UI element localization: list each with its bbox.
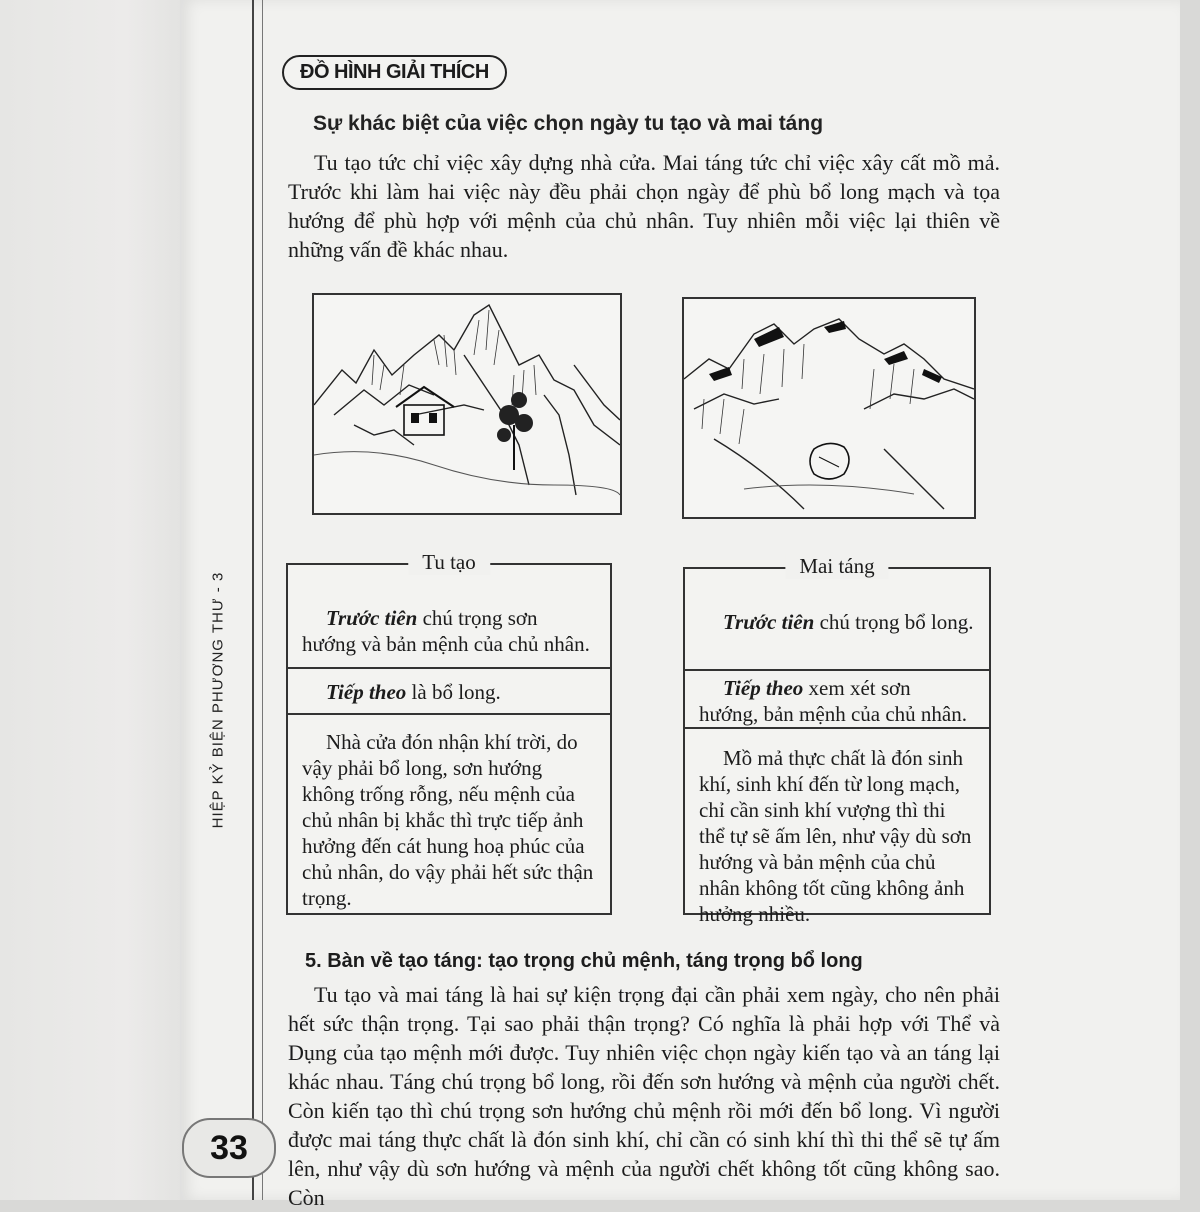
figure-heading: Sự khác biệt của việc chọn ngày tu tạo và mai táng [313, 112, 824, 135]
margin-rule [252, 0, 254, 1200]
tu-tao-explanation: Nhà cửa đón nhận khí trời, do vậy phải bổ long, sơn hướng không trống rỗng, nếu mệnh của chủ nhân bị khắc thì trực tiếp ảnh hưởng đến cát hung hoạ phúc của chủ nhân, do vậy phải hết sức thận trọng. [302, 730, 594, 910]
mai-tang-step-1-label: Trước tiên [723, 610, 815, 634]
mai-tang-explanation: Mồ mả thực chất là đón sinh khí, sinh khí đến từ long mạch, chỉ cần sinh khí vượng thì thi thể tự sẽ ấm lên, như vậy dù sơn hướng và bản mệnh của chủ nhân không tốt cũng không ảnh hưởng nhiều. [699, 746, 972, 926]
house-landscape-illustration [312, 293, 622, 515]
running-title: HIỆP KỶ BIỆN PHƯƠNG THƯ - 3 [209, 571, 227, 829]
mai-tang-step-2 [685, 671, 989, 729]
mai-tang-title: Mai táng [785, 554, 888, 579]
house-mountain-drawing [314, 295, 620, 513]
tu-tao-step-2 [288, 669, 610, 715]
section-badge: ĐỒ HÌNH GIẢI THÍCH [282, 55, 507, 90]
tu-tao-step-1-text: chú trọng sơn hướng và bản mệnh của chủ nhân. [302, 606, 590, 656]
tu-tao-title: Tu tạo [408, 550, 490, 575]
tu-tao-step-2-text: là bổ long. [406, 680, 501, 704]
tu-tao-step-1-label: Trước tiên [326, 606, 418, 630]
mai-tang-step-2-label: Tiếp theo [723, 676, 804, 700]
tomb-mountain-drawing [684, 299, 974, 517]
page-number: 33 [182, 1118, 276, 1178]
mai-tang-step-1-text: chú trọng bổ long. [814, 610, 974, 634]
intro-paragraph: Tu tạo tức chỉ việc xây dựng nhà cửa. Mai táng tức chỉ việc xây cất mồ mả. Trước khi làm hai việc này đều phải chọn ngày để phù bổ long mạch và tọa hướng để phù hợp với mệnh của chủ nhân. Tuy nhiên mỗi việc lại thiên về những vấn đề khác nhau. [288, 150, 1000, 262]
tomb-landscape-illustration [682, 297, 976, 519]
left-margin [0, 0, 180, 1200]
tu-tao-step-2-label: Tiếp theo [326, 680, 407, 704]
margin-rule-thin [262, 0, 263, 1200]
mai-tang-step-1 [685, 609, 989, 671]
body-paragraph: Tu tạo và mai táng là hai sự kiện trọng đại cần phải xem ngày, cho nên phải hết sức thận trọng. Tại sao phải thận trọng? Có nghĩa là phải hợp với Thể và Dụng của tạo mệnh mới được. Tuy nhiên việc chọn ngày kiến tạo và an táng lại khác nhau. Táng chú trọng bổ long, rồi đến sơn hướng và mệnh của người chết. Còn kiến tạo thì chú trọng sơn hướng chủ mệnh rồi mới đến bổ long. Vì người được mai táng thực chất là đón sinh khí, chỉ cần có sinh khí thì thi thể sẽ tự ấm lên, như vậy dù sơn hướng và mệnh của người chết không tốt cũng không sao. Còn [288, 982, 1000, 1210]
tu-tao-box [286, 550, 612, 915]
mai-tang-box [683, 554, 991, 926]
mai-tang-step-2-text: xem xét sơn hướng, bản mệnh của chủ nhân. [699, 676, 967, 726]
section-heading: 5. Bàn về tạo táng: tạo trọng chủ mệnh, táng trọng bổ long [305, 950, 863, 972]
tu-tao-step-1 [288, 605, 610, 669]
